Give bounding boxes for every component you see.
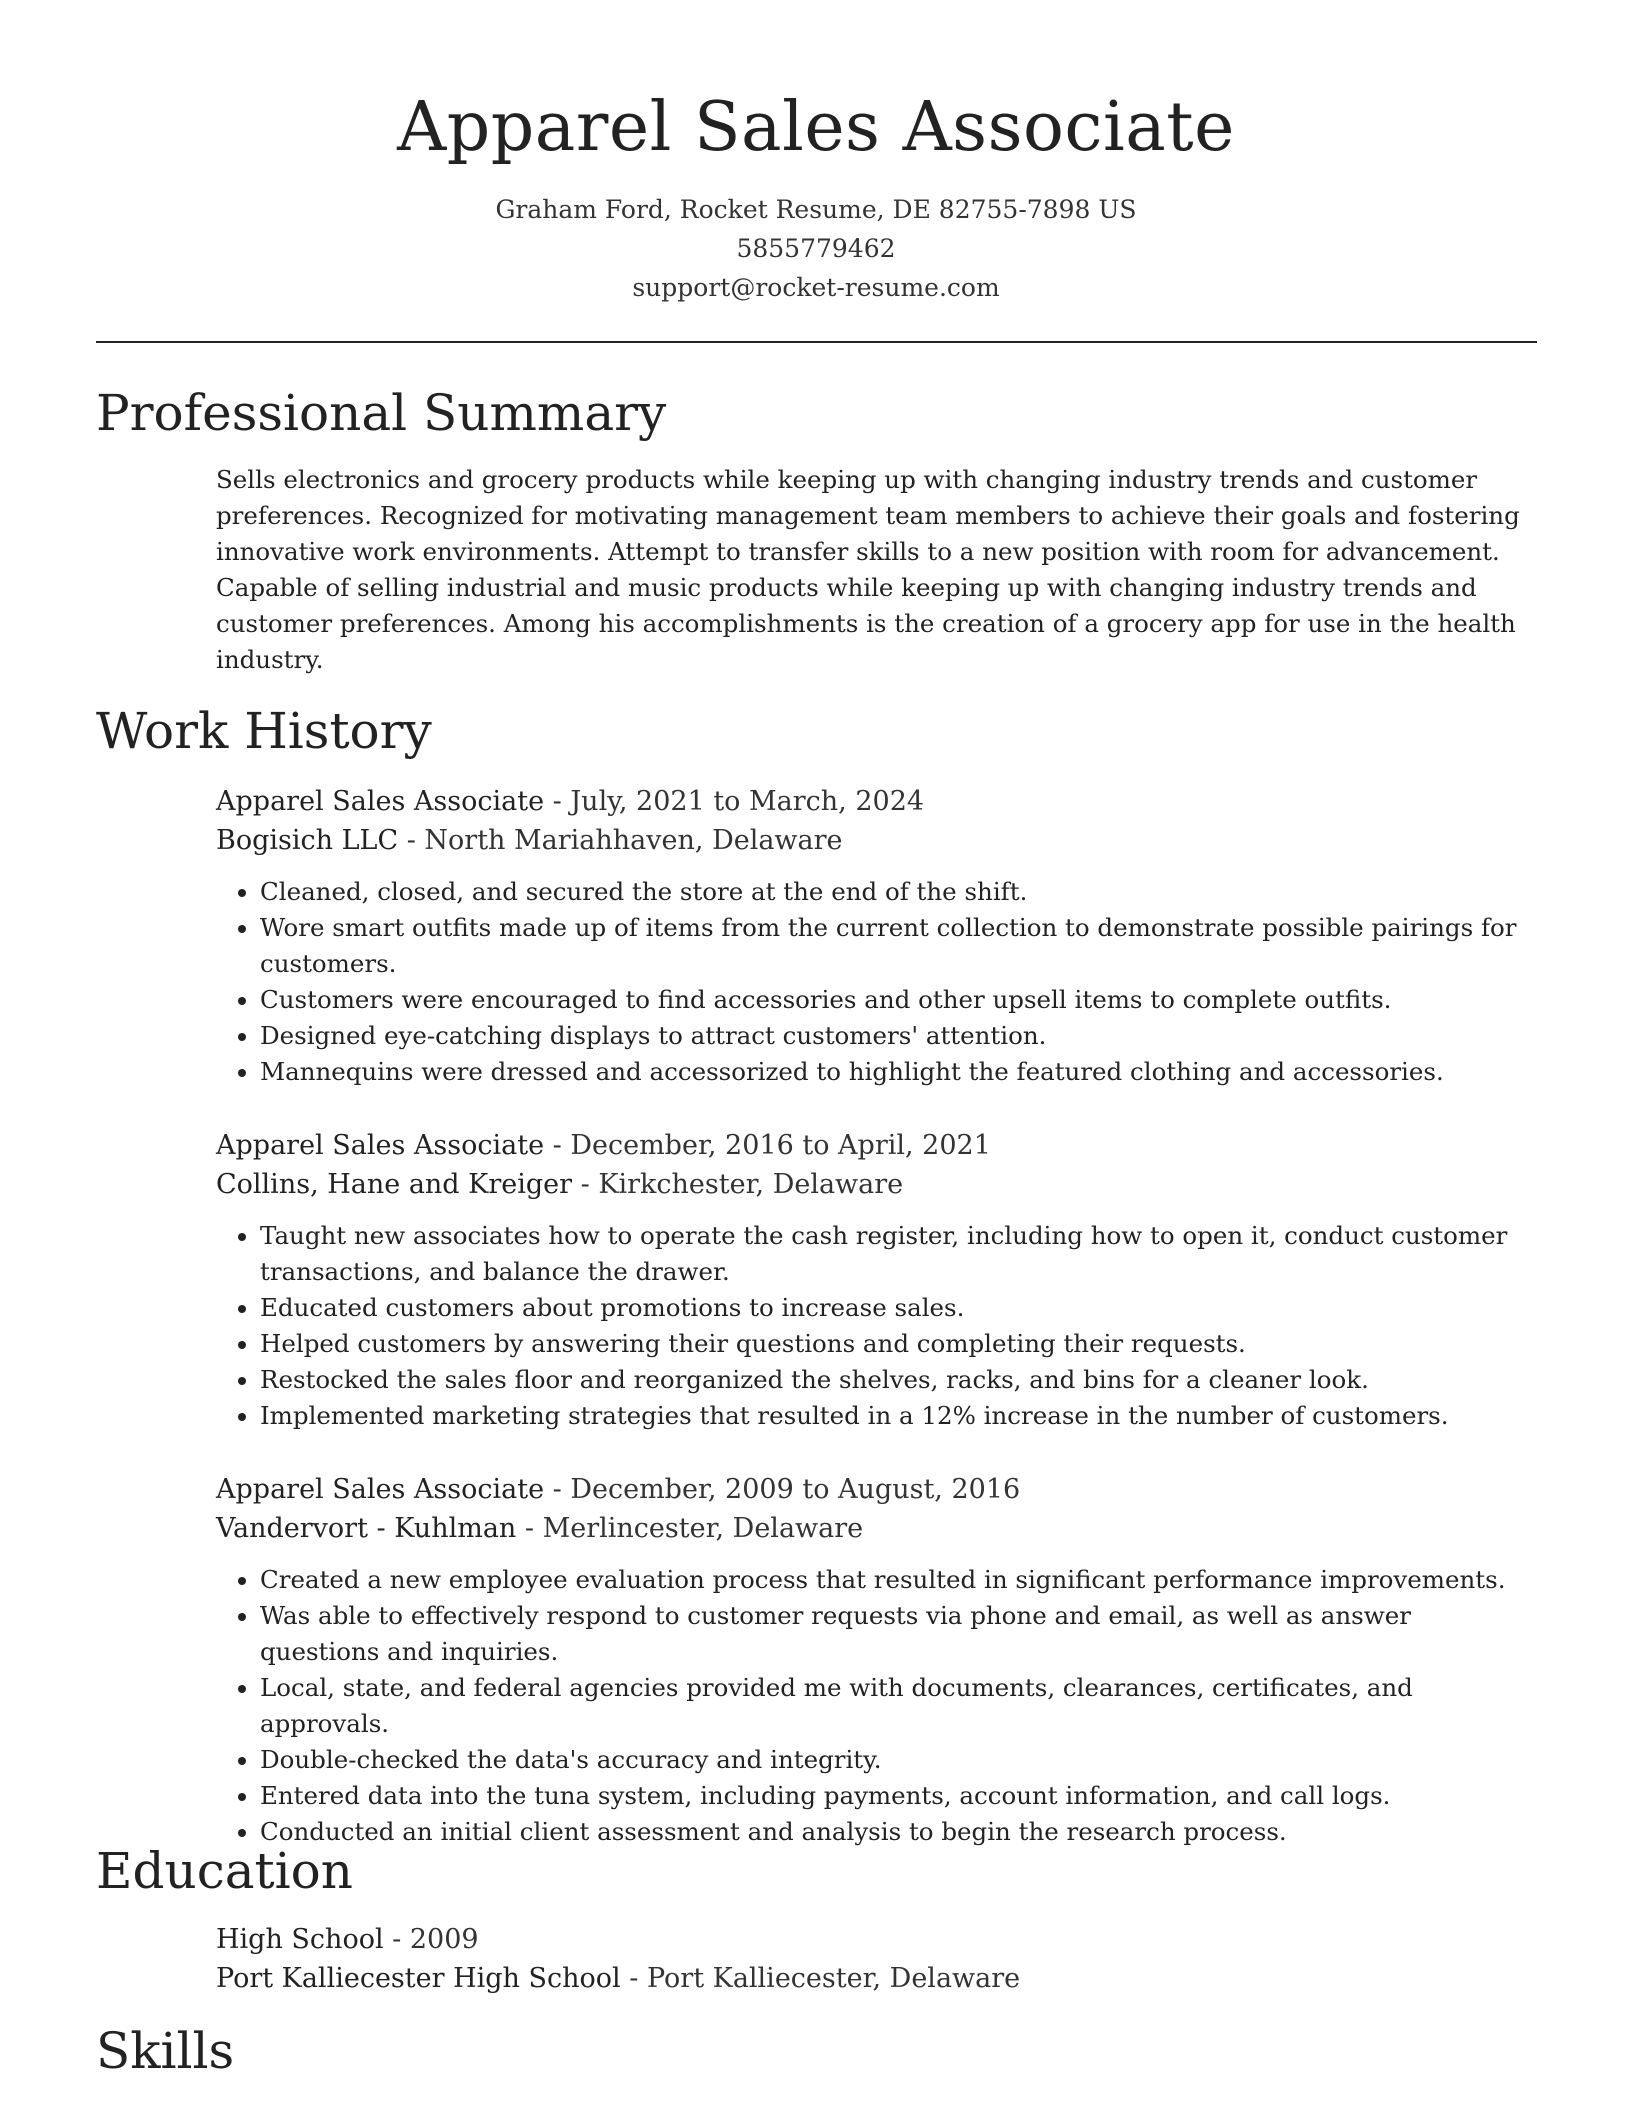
job-role: Apparel Sales Associate xyxy=(216,1474,545,1505)
job-title-line xyxy=(216,782,1536,821)
job-location: - Merlincester, Delaware xyxy=(516,1513,864,1544)
header-divider xyxy=(96,341,1537,343)
job-duty: • Conducted an initial client assessment and analysis to begin the research process. xyxy=(260,1814,1536,1850)
job-entry xyxy=(216,782,1536,1090)
job-title-line xyxy=(216,1470,1536,1509)
contact-address: Graham Ford, Rocket Resume, DE 82755-7898 US xyxy=(495,195,1137,224)
job-role: Apparel Sales Associate xyxy=(216,1130,545,1161)
job-duty: • Designed eye-catching displays to attract customers' attention. xyxy=(260,1018,1536,1054)
job-location: - North Mariahhaven, Delaware xyxy=(398,825,843,856)
job-role: Apparel Sales Associate xyxy=(216,786,545,817)
job-entry xyxy=(216,1126,1536,1434)
contact-block xyxy=(0,190,1632,307)
job-title-line xyxy=(216,1126,1536,1165)
job-company-line xyxy=(216,1165,1536,1204)
job-location: - Kirkchester, Delaware xyxy=(572,1169,904,1200)
work-history-heading: Work History xyxy=(96,702,432,760)
contact-email: support@rocket-resume.com xyxy=(632,273,1000,302)
job-dates: - December, 2016 to April, 2021 xyxy=(544,1130,991,1161)
job-duty: • Helped customers by answering their questions and completing their requests. xyxy=(260,1326,1536,1362)
education-school: Port Kalliecester High School xyxy=(216,1963,621,1994)
contact-phone: 5855779462 xyxy=(736,234,896,263)
summary-heading: Professional Summary xyxy=(96,384,667,442)
education-school-line xyxy=(216,1959,1536,1998)
job-company: Bogisich LLC xyxy=(216,825,399,856)
job-duty: • Wore smart outfits made up of items from the current collection to demonstrate possible pairings for customers. xyxy=(260,910,1536,982)
job-duty: • Taught new associates how to operate the cash register, including how to open it, conduct customer transactions, and balance the drawer. xyxy=(260,1218,1536,1290)
job-duty: • Restocked the sales floor and reorganized the shelves, racks, and bins for a cleaner look. xyxy=(260,1362,1536,1398)
summary-text: Sells electronics and grocery products while keeping up with changing industry trends and customer preferences. Recognized for motivating management team members to achieve their goals and fostering innovative work environments. Attempt to transfer skills to a new position with room for advancement. Capable of selling industrial and music products while keeping up with changing industry trends and customer preferences. Among his accomplishments is the creation of a grocery app for use in the health industry. xyxy=(216,465,1520,674)
job-company-line xyxy=(216,1509,1536,1548)
education-heading: Education xyxy=(96,1842,353,1900)
job-company: Collins, Hane and Kreiger xyxy=(216,1169,573,1200)
job-company-line xyxy=(216,821,1536,860)
skills-heading: Skills xyxy=(96,2022,235,2080)
job-company: Vandervort - Kuhlman xyxy=(216,1513,517,1544)
resume-title: Apparel Sales Associate xyxy=(397,88,1235,167)
job-duty: • Was able to effectively respond to customer requests via phone and email, as well as answer questions and inquiries. xyxy=(260,1598,1536,1670)
job-duty: • Double-checked the data's accuracy and integrity. xyxy=(260,1742,1536,1778)
education-degree: High School xyxy=(216,1924,384,1955)
job-duty: • Created a new employee evaluation process that resulted in significant performance improvements. xyxy=(260,1562,1536,1598)
education-location: - Port Kalliecester, Delaware xyxy=(620,1963,1021,1994)
job-duties-list xyxy=(216,1218,1536,1434)
job-duty: • Entered data into the tuna system, including payments, account information, and call logs. xyxy=(260,1778,1536,1814)
job-duty: • Local, state, and federal agencies provided me with documents, clearances, certificates, and approvals. xyxy=(260,1670,1536,1742)
job-duty: • Customers were encouraged to find accessories and other upsell items to complete outfits. xyxy=(260,982,1536,1018)
job-dates: - July, 2021 to March, 2024 xyxy=(544,786,925,817)
job-duty: • Educated customers about promotions to increase sales. xyxy=(260,1290,1536,1326)
job-duties-list xyxy=(216,874,1536,1090)
job-entry xyxy=(216,1470,1536,1850)
job-duty: • Implemented marketing strategies that resulted in a 12% increase in the number of customers. xyxy=(260,1398,1536,1434)
education-entry xyxy=(216,1920,1536,1998)
job-duty: • Cleaned, closed, and secured the store at the end of the shift. xyxy=(260,874,1536,910)
resume-header xyxy=(0,0,1632,307)
education-degree-line xyxy=(216,1920,1536,1959)
job-duties-list xyxy=(216,1562,1536,1850)
education-year: - 2009 xyxy=(383,1924,479,1955)
job-duty: • Mannequins were dressed and accessorized to highlight the featured clothing and accessories. xyxy=(260,1054,1536,1090)
job-dates: - December, 2009 to August, 2016 xyxy=(544,1474,1021,1505)
